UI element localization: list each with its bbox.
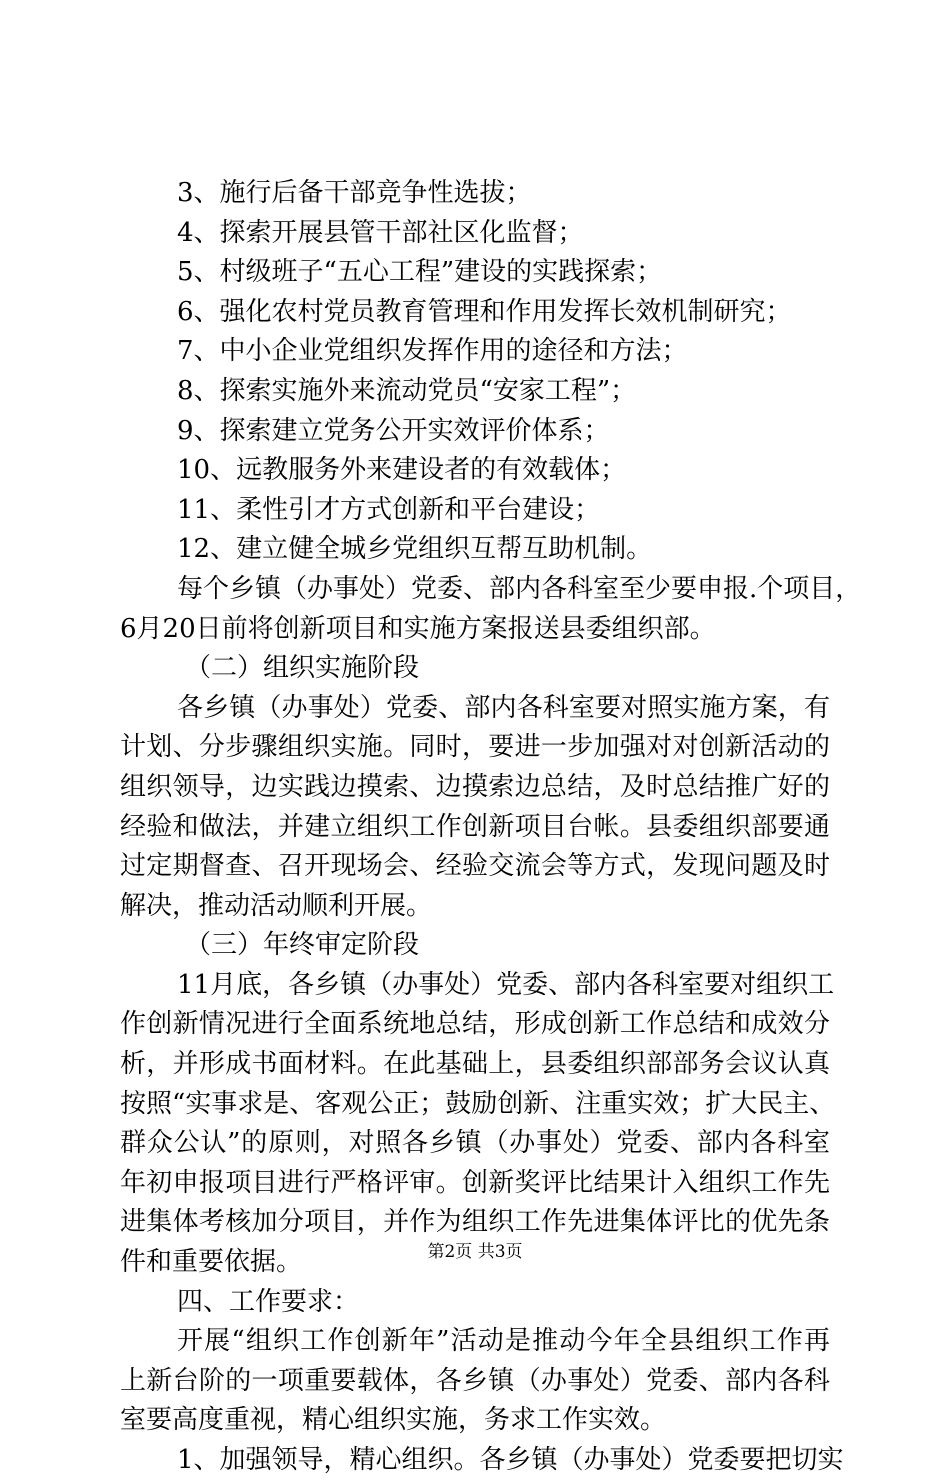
paragraph-text: 各乡镇（办事处）党委、部内各科室要对照实施方案，有 xyxy=(177,692,830,723)
paragraph-line xyxy=(0,966,950,1006)
paragraph-text: 经验和做法，并建立组织工作创新项目台帐。县委组织部要通 xyxy=(120,811,830,842)
paragraph-text: 开展“组织工作创新年”活动是推动今年全县组织工作再 xyxy=(177,1326,830,1357)
paragraph-line: 6月20日前将创新项目和实施方案报送县委组织部。 xyxy=(120,613,716,644)
paragraph-text: 按照“实事求是、客观公正；鼓励创新、注重实效；扩大民主、 xyxy=(120,1088,836,1119)
list-item: 12、建立健全城乡党组织互帮互助机制。 xyxy=(177,534,653,565)
list-item: 7、中小企业党组织发挥作用的途径和方法； xyxy=(177,336,688,367)
paragraph-line xyxy=(0,1045,950,1085)
paragraph-line xyxy=(0,570,950,610)
paragraph-line xyxy=(0,768,950,808)
list-item: 11、柔性引才方式创新和平台建设； xyxy=(177,494,601,525)
paragraph-line xyxy=(0,1085,950,1125)
paragraph-text: 上新台阶的一项重要载体，各乡镇（办事处）党委、部内各科 xyxy=(120,1365,830,1396)
section-heading: （二）组织实施阶段 xyxy=(185,653,420,684)
list-item: 8、探索实施外来流动党员“安家工程”； xyxy=(177,375,637,406)
section-heading: 四、工作要求： xyxy=(177,1286,360,1317)
paragraph-line xyxy=(0,808,950,848)
paragraph-line xyxy=(0,1441,950,1481)
list-item: 4、探索开展县管干部社区化监督； xyxy=(177,217,584,248)
paragraph-text: 进集体考核加分项目，并作为组织工作先进集体评比的优先条 xyxy=(120,1207,830,1238)
paragraph-text: 群众公认”的原则，对照各乡镇（办事处）党委、部内各科室 xyxy=(120,1128,830,1159)
paragraph-line xyxy=(0,1322,950,1362)
paragraph-text: 作创新情况进行全面系统地总结，形成创新工作总结和成效分 xyxy=(120,1009,830,1040)
paragraph-line: 室要高度重视，精心组织实施，务求工作实效。 xyxy=(120,1405,667,1436)
paragraph-line: 件和重要依据。 xyxy=(120,1247,303,1278)
list-item: 5、村级班子“五心工程”建设的实践探索； xyxy=(177,257,663,288)
paragraph-line xyxy=(0,689,950,729)
paragraph-text: 计划、分步骤组织实施。同时，要进一步加强对对创新活动的 xyxy=(120,732,830,763)
list-item: 6、强化农村党员教育管理和作用发挥长效机制研究； xyxy=(177,296,792,327)
list-item: 9、探索建立党务公开实效评价体系； xyxy=(177,415,610,446)
paragraph-text: 每个乡镇（办事处）党委、部内各科室至少要申报.个项目， xyxy=(177,573,862,604)
paragraph-line xyxy=(0,1362,950,1402)
paragraph-line xyxy=(0,1164,950,1204)
paragraph-text: 年初申报项目进行严格评审。创新奖评比结果计入组织工作先 xyxy=(120,1167,830,1198)
page-footer: 第2页 共3页 xyxy=(427,1242,523,1262)
paragraph-line xyxy=(0,728,950,768)
paragraph-line xyxy=(0,1203,950,1243)
paragraph-text: 11月底，各乡镇（办事处）党委、部内各科室要对组织工 xyxy=(177,969,835,1000)
list-item: 3、施行后备干部竞争性选拔； xyxy=(177,178,532,208)
paragraph-text: 过定期督查、召开现场会、经验交流会等方式，发现问题及时 xyxy=(120,851,830,882)
paragraph-text: 1、加强领导，精心组织。各乡镇（办事处）党委要把切实 xyxy=(177,1445,844,1475)
paragraph-line xyxy=(0,847,950,887)
section-heading: （三）年终审定阶段 xyxy=(185,930,420,961)
document-body xyxy=(0,174,950,1481)
paragraph-text: 组织领导，边实践边摸索、边摸索边总结，及时总结推广好的 xyxy=(120,771,830,802)
paragraph-line xyxy=(0,1124,950,1164)
paragraph-line xyxy=(0,1005,950,1045)
paragraph-line: 解决，推动活动顺利开展。 xyxy=(120,890,433,921)
paragraph-text: 析，并形成书面材料。在此基础上，县委组织部部务会议认真 xyxy=(120,1049,830,1080)
list-item: 10、远教服务外来建设者的有效载体； xyxy=(177,455,627,486)
